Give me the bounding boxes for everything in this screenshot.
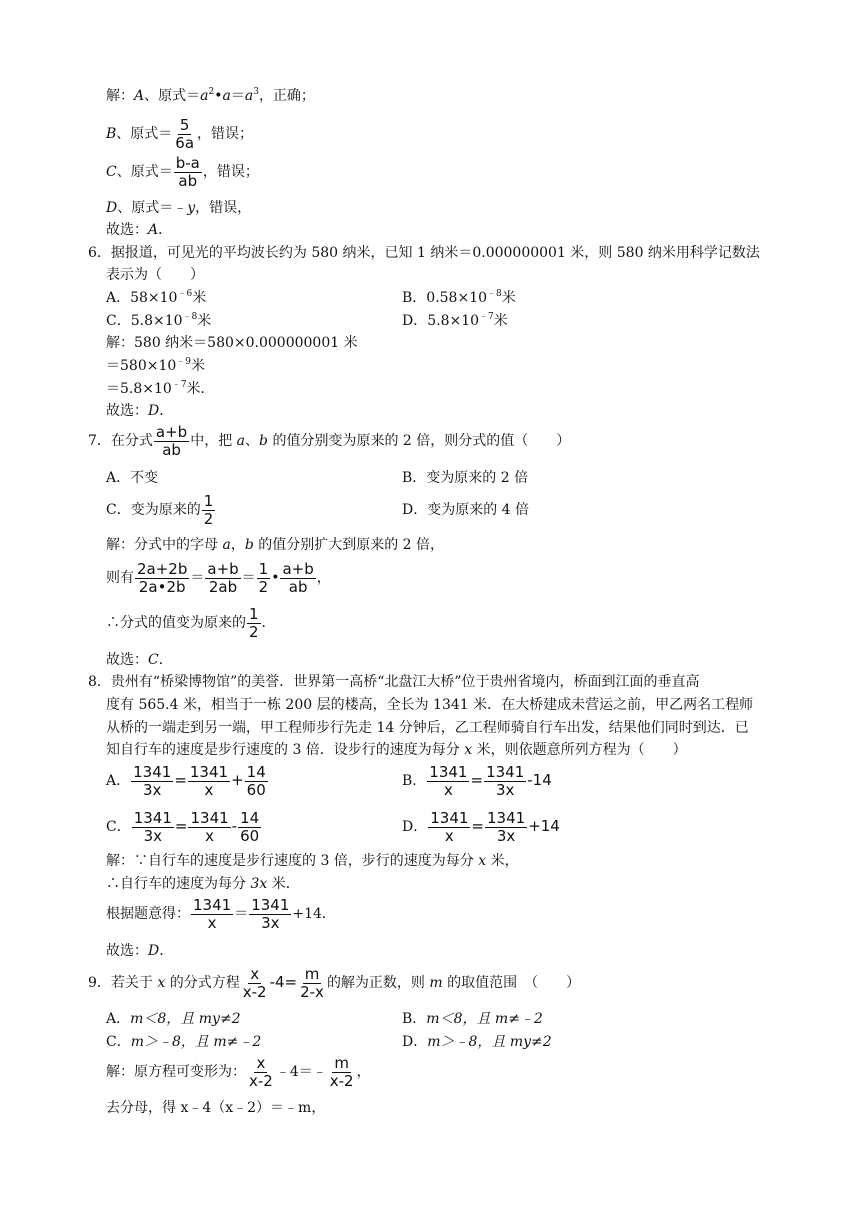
q6-solution-line3: $=5.8\times 10^{﹣7}$米． <box>106 380 215 397</box>
q8-stem-line3: 从桥的一端走到另一端，甲工程师步行先走 14 分钟后，乙工程师骑自行车出发，结果他们同时到达．已 <box>106 720 749 736</box>
q7-option-c: C．变为原来的 $\frac{1}{2}$ <box>106 491 214 528</box>
fraction: $\frac{1341}{3x}$ <box>133 762 172 799</box>
fraction: $\frac{1341}{3x}$ <box>251 895 290 932</box>
fraction: $\frac{14}{60}$ <box>240 808 260 845</box>
fraction: $\frac{1}{2}$ <box>249 604 259 641</box>
fraction: $\frac{m}{x-2}$ <box>329 1053 354 1090</box>
fraction: $\frac{1}{2}$ <box>203 491 214 528</box>
q7-solution-line2: 则有 $\frac{2a+2b}{2a•2b}$ ＝ $\frac{a+b}{2ab}$ ＝ $\frac{1}{2}$ • $\frac{a+b}{ab}$ ， <box>106 559 331 596</box>
q7-solution-line1: 解：分式中的字母 a，b 的值分别扩大到原来的 2 倍， <box>106 537 445 553</box>
q9-stem: 9．若关于 x 的分式方程 $\frac{x}{x-2}$ -4= $\frac{m}{2-x}$ 的解为正数，则 m 的取值范围 （ ） <box>88 964 581 1001</box>
q6-solution-line1: 解：580 纳米＝580×0.000000001 米 <box>106 335 358 351</box>
q9-option-a: A．m＜8，且 my≠2 <box>106 1011 241 1027</box>
q8-stem-line4: 知自行车的速度是步行速度的 3 倍．设步行的速度为每分 x 米，则依题意所列方程为（ ） <box>106 742 687 758</box>
fraction: $\frac{1341}{x}$ <box>189 762 229 799</box>
fraction: $\frac{a+b}{2ab}$ <box>207 559 239 596</box>
fraction: $\frac{x}{x-2}$ <box>242 964 267 1001</box>
q9-solution-line1: 解：原方程可变形为： $\frac{x}{x-2}$ ﹣4＝﹣ $\frac{m}{x-2}$ ， <box>106 1053 371 1090</box>
q6-stem-line2: 表示为（ ） <box>106 267 204 283</box>
q7-stem: 7．在分式 $\frac{a+b}{ab}$ 中，把 a、b 的值分别变为原来的 2 倍，则分式的值（ ） <box>88 422 571 459</box>
q8-option-a: A． $\frac{1341}{3x}$ = $\frac{1341}{x}$ + $\frac{14}{60}$ <box>106 762 266 799</box>
fraction: $\frac{1341}{x}$ <box>193 895 232 932</box>
fraction: $\frac{1341}{3x}$ <box>133 808 172 845</box>
fraction: $\frac{1341}{x}$ <box>430 808 469 845</box>
fraction: $\frac{1341}{3x}$ <box>486 762 525 799</box>
q7-option-b: B．变为原来的 2 倍 <box>402 470 529 486</box>
fraction: $\frac{5}{6a}$ <box>175 115 195 152</box>
q6-option-c: C．$5.8\times 10^{﹣8}$米 <box>106 312 212 329</box>
fraction: $\frac{1341}{x}$ <box>429 762 468 799</box>
q7-solution-line3: ∴分式的值变为原来的 $\frac{1}{2}$ ． <box>106 604 276 641</box>
fraction: $\frac{2a+2b}{2a•2b}$ <box>137 559 188 596</box>
fraction: $\frac{1}{2}$ <box>258 559 269 596</box>
fraction: $\frac{1341}{x}$ <box>190 808 229 845</box>
q9-solution-line2: 去分母，得 x﹣4（x﹣2）＝﹣m， <box>106 1100 326 1116</box>
q8-solution-line2: ∴自行车的速度为每分 3x 米． <box>106 876 300 892</box>
q6-option-a: A．$58\times 10^{﹣6}$米 <box>106 289 207 306</box>
q6-solution-line2: $=580\times 10^{﹣9}$米 <box>106 357 206 374</box>
fraction: $\frac{b-a}{ab}$ <box>175 153 200 190</box>
fraction: $\frac{14}{60}$ <box>246 762 266 799</box>
q5-solution-d: D、原式＝﹣y，错误， <box>106 200 252 216</box>
q6-choice: 故选：D． <box>106 403 174 419</box>
q6-option-d: D．$5.8\times 10^{﹣7}$米 <box>402 312 508 329</box>
q5-choice: 故选：A． <box>106 222 173 238</box>
q8-option-c: C． $\frac{1341}{3x}$ = $\frac{1341}{x}$ - $\frac{14}{60}$ <box>106 808 260 845</box>
q7-choice: 故选：C． <box>106 652 173 668</box>
q7-option-d: D．变为原来的 4 倍 <box>402 502 530 518</box>
fraction: $\frac{m}{2-x}$ <box>300 964 324 1001</box>
fraction: $\frac{a+b}{ab}$ <box>282 559 314 596</box>
fraction: $\frac{a+b}{ab}$ <box>155 422 188 459</box>
q5-solution-c: C、原式＝ $\frac{b-a}{ab}$ ，错误； <box>106 153 259 190</box>
q8-option-d: D． $\frac{1341}{x}$ = $\frac{1341}{3x}$ +14 <box>402 808 560 845</box>
q7-option-a: A．不变 <box>106 470 159 486</box>
q9-option-d: D．m＞﹣8，且 my≠2 <box>402 1034 552 1050</box>
q8-stem-line2: 度有 565.4 米，相当于一栋 200 层的楼高，全长为 1341 米．在大桥建成未营运之前，甲乙两名工程师 <box>106 697 754 713</box>
q5-solution-a: 解：A、原式$=a^2•a=a^3$，正确； <box>106 87 315 104</box>
q9-option-c: C．m＞﹣8，且 m≠﹣2 <box>106 1034 262 1050</box>
q8-choice: 故选：D． <box>106 943 174 959</box>
fraction: $\frac{x}{x-2}$ <box>249 1053 273 1090</box>
q8-option-b: B． $\frac{1341}{x}$ = $\frac{1341}{3x}$ -14 <box>402 762 552 799</box>
q8-stem-line1: 8．贵州有“桥梁博物馆”的美誉．世界第一高桥“北盘江大桥”位于贵州省境内，桥面到江面的垂直高 <box>88 674 700 690</box>
q8-solution-line3: 根据题意得： $\frac{1341}{x}$ ＝ $\frac{1341}{3x}$ +14． <box>106 895 336 932</box>
q5-solution-b: B、原式＝ $\frac{5}{6a}$ ，错误； <box>106 115 254 152</box>
q6-option-b: B．$0.58\times 10^{﹣8}$米 <box>402 289 516 306</box>
q8-solution-line1: 解：∵自行车的速度是步行速度的 3 倍，步行的速度为每分 x 米， <box>106 853 519 869</box>
q9-option-b: B．m＜8，且 m≠﹣2 <box>402 1011 543 1027</box>
q6-stem-line1: 6．据报道，可见光的平均波长约为 580 纳米，已知 1 纳米＝0.000000001 米，则 580 纳米用科学记数法 <box>88 245 760 261</box>
fraction: $\frac{1341}{3x}$ <box>487 808 526 845</box>
